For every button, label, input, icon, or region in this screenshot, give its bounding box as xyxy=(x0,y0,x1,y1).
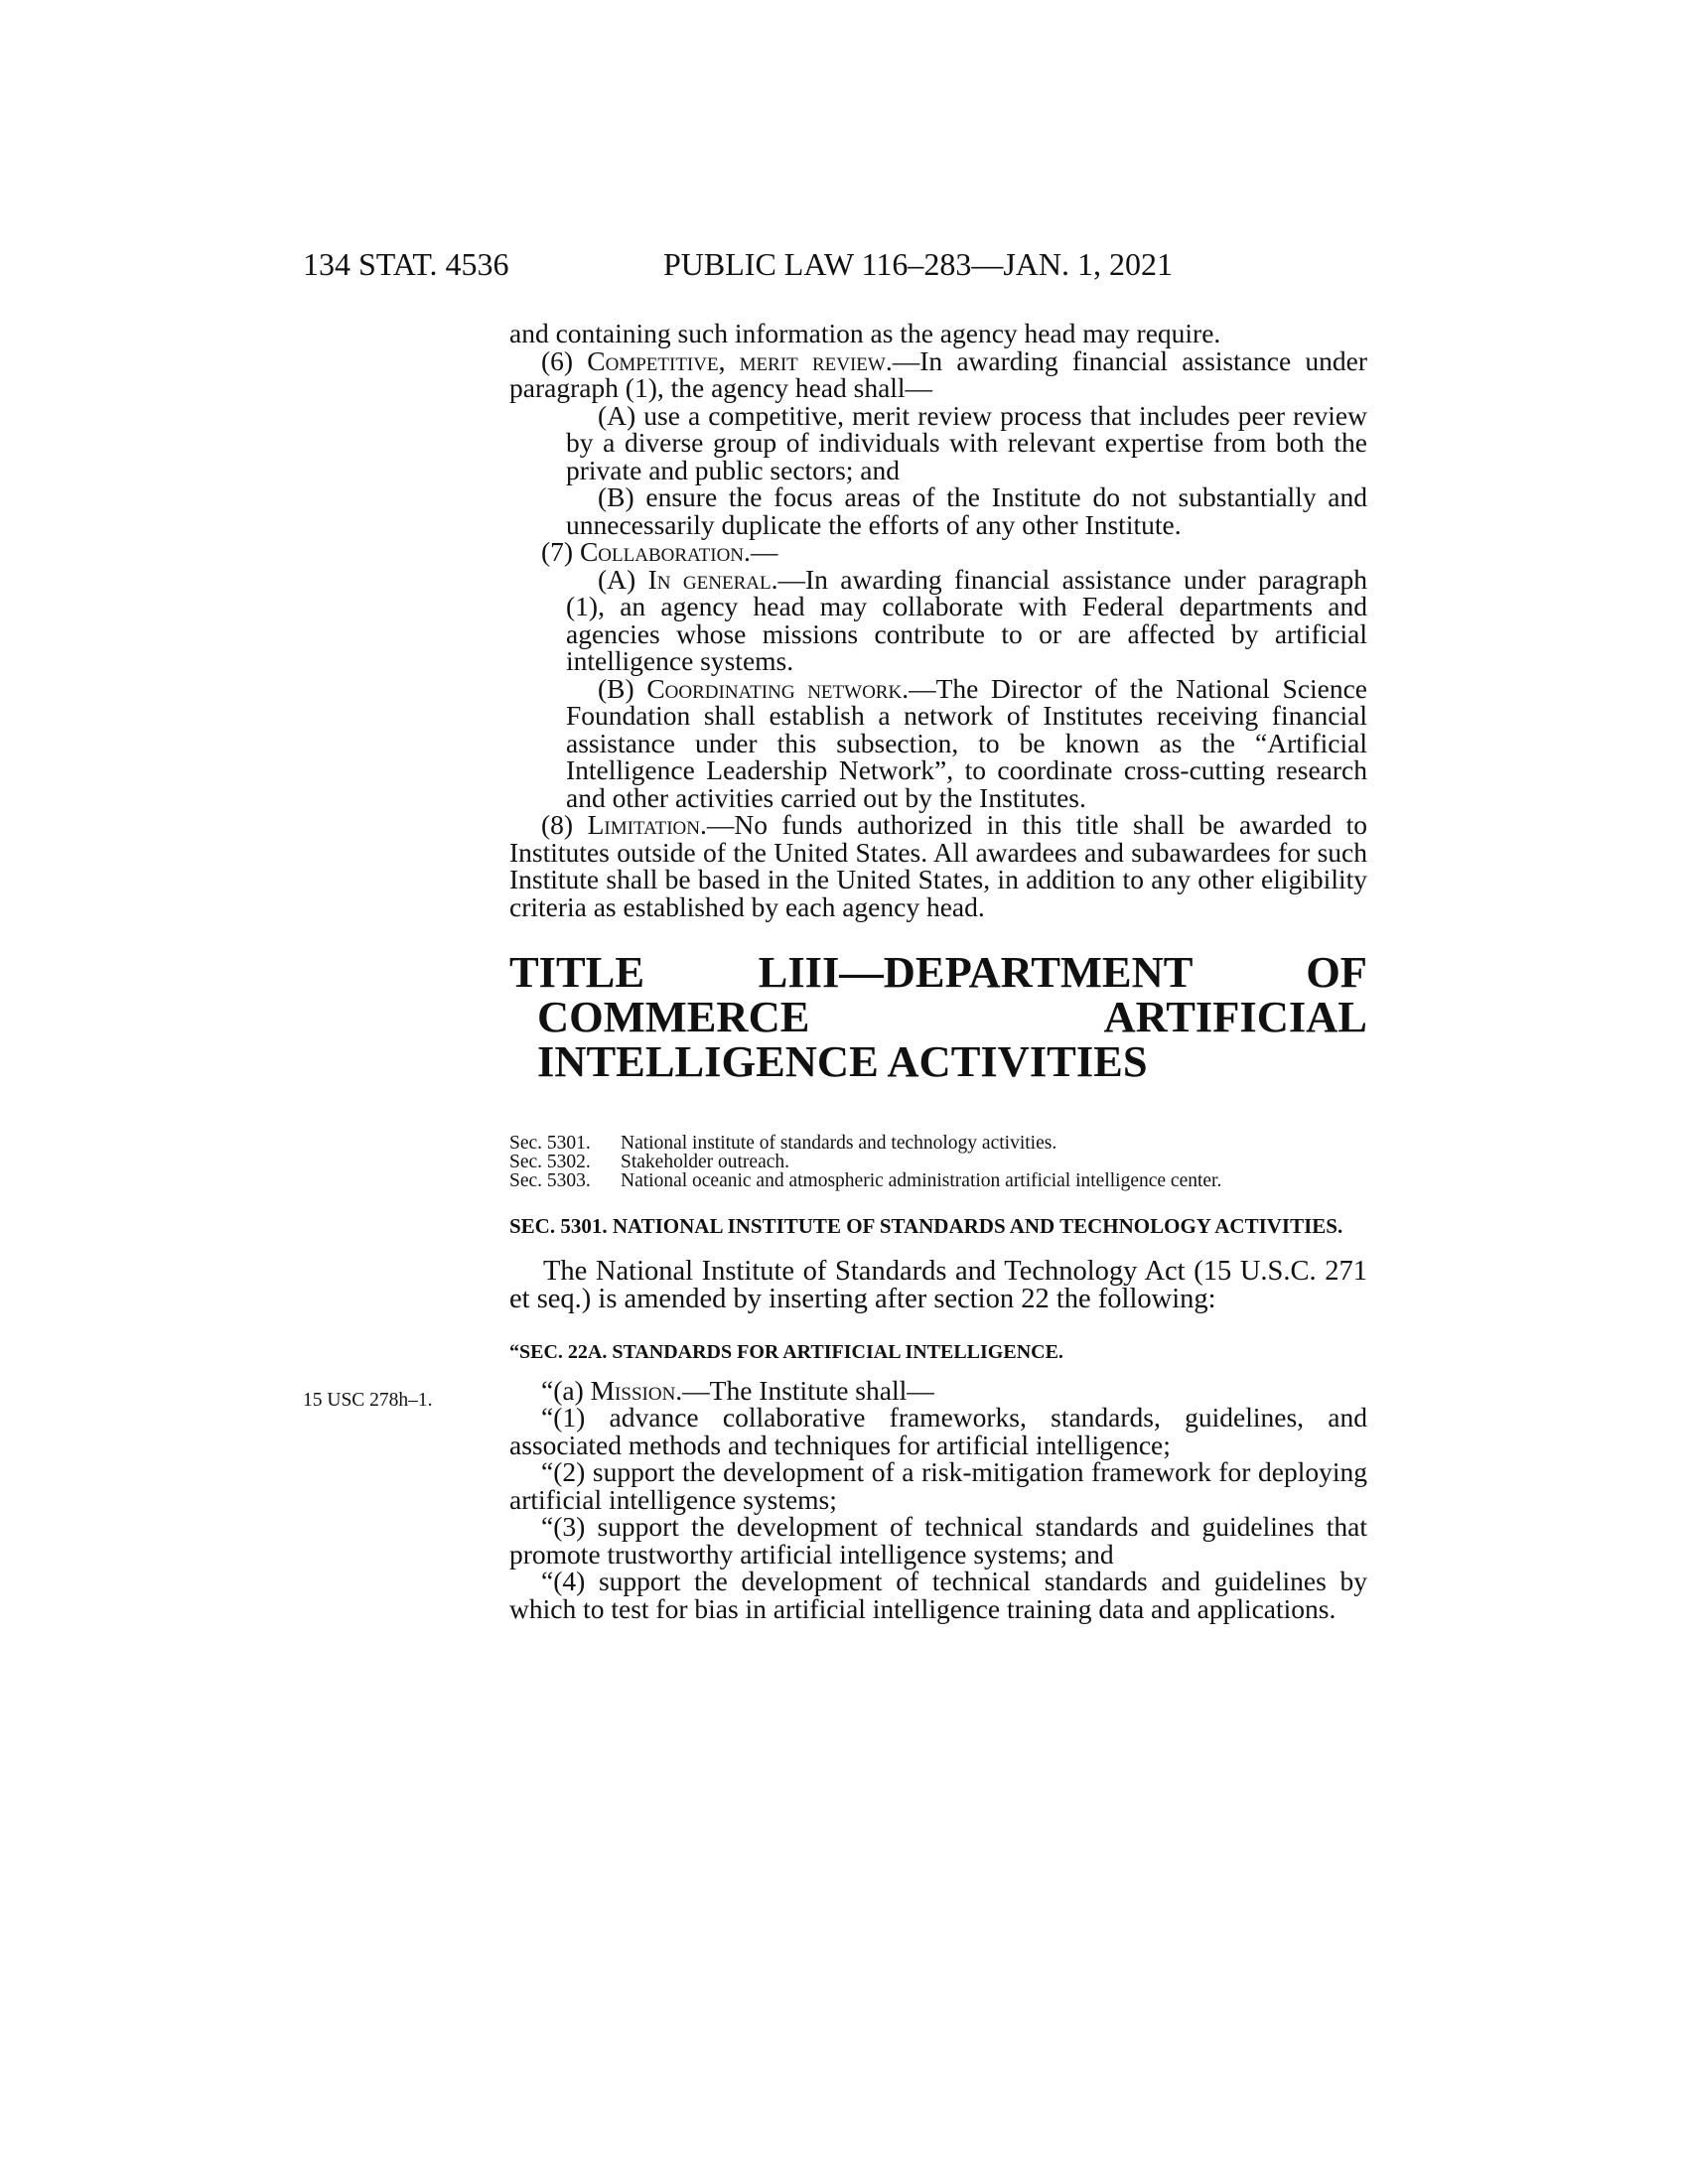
mission-label: “(a) xyxy=(541,1374,591,1406)
paragraph-8 xyxy=(509,811,1367,920)
section-22a-heading: “SEC. 22A. STANDARDS FOR ARTIFICIAL INTELLIGENCE. xyxy=(509,1340,1063,1363)
mission-heading: Mission xyxy=(590,1374,676,1406)
mission-item-3: “(3) support the development of technical standards and guidelines that promote trustworthy artificial intelligence systems; and xyxy=(509,1511,1367,1570)
paragraph-7-a-text: .—In awarding financial assistance under paragraph (1), an agency head may collaborate with Federal departments and agencies whose missions contribute to or are affected by artificial intelligence systems. xyxy=(566,563,1367,676)
paragraph-7-a-label: (A) xyxy=(598,563,648,595)
public-law-citation: PUBLIC LAW 116–283—JAN. 1, 2021 xyxy=(663,246,1173,282)
paragraph-6 xyxy=(509,344,1368,403)
mission-subsection xyxy=(509,1374,1367,1624)
toc-entry-number: Sec. 5301. xyxy=(509,1133,591,1154)
toc-entry xyxy=(509,1153,1367,1171)
page-body xyxy=(509,320,1367,1622)
paragraph-7-a xyxy=(566,563,1367,676)
paragraph-6-heading: Competitive, merit review xyxy=(587,344,886,376)
paragraph-8-text: .—No funds authorized in this title shall be awarded to Institutes outside of the United States. All awardees and subawardees for such Institute shall be based in the United States, in addition to any other eligibility criteria as established by each agency head. xyxy=(509,809,1367,922)
paragraph-7-b xyxy=(566,672,1367,813)
mission-lead xyxy=(509,1374,1367,1406)
section-table-of-contents xyxy=(509,1134,1367,1190)
paragraph-7-b-label: (B) xyxy=(598,672,647,704)
mission-text: .—The Institute shall— xyxy=(675,1374,934,1406)
mission-item-4: “(4) support the development of technical standards and guidelines by which to test for bias in artificial intelligence training data and applications. xyxy=(509,1566,1367,1624)
paragraph-7-b-heading: Coordinating network xyxy=(646,672,903,704)
paragraph-6-label: (6) xyxy=(541,344,588,376)
toc-entry-title: Stakeholder outreach. xyxy=(621,1152,790,1172)
paragraph-7-a-heading: In general xyxy=(647,563,772,595)
paragraph-8-label: (8) xyxy=(541,809,588,840)
section-5301-intro: The National Institute of Standards and Technology Act (15 U.S.C. 271 et seq.) is amended by inserting after section 22 the following: xyxy=(509,1256,1367,1314)
paragraph-7-b-text: .—The Director of the National Science Foundation shall establish a network of Institutes receiving financial assistance under this subsection, to be known as the “Artificial Intelligence Leadership Network”, to coordinate cross-cutting research and other activities carried out by the Institutes. xyxy=(566,672,1367,813)
paragraph-7 xyxy=(509,538,1367,566)
mission-item-2: “(2) support the development of a risk-mitigation framework for deploying artificial intelligence systems; xyxy=(509,1456,1367,1515)
paragraph-6-text: .—In awarding financial assistance under paragraph (1), the agency head shall— xyxy=(509,344,1368,403)
paragraph-6-b: (B) ensure the focus areas of the Institute do not substantially and unnecessarily duplicate the efforts of any other Institute. xyxy=(566,481,1367,540)
statute-page-citation: 134 STAT. 4536 xyxy=(303,246,509,282)
carryover-text: and containing such information as the agency head may require. xyxy=(509,318,1221,348)
margin-usc-citation: 15 USC 278h–1. xyxy=(303,1390,433,1411)
title-heading: TITLE LIII—DEPARTMENT OF COMMERCE ARTIFICIAL INTELLIGENCE ACTIVITIES xyxy=(509,947,1367,1086)
page-header xyxy=(0,244,1688,284)
toc-entry xyxy=(509,1134,1367,1153)
paragraph-6-a: (A) use a competitive, merit review process that includes peer review by a diverse group of individuals with relevant expertise from both the private and public sectors; and xyxy=(566,399,1367,485)
toc-entry-title: National oceanic and atmospheric administration artificial intelligence center. xyxy=(621,1170,1222,1191)
paragraph-7-label: (7) xyxy=(541,536,580,567)
paragraph-8-heading: Limitation xyxy=(587,809,700,840)
paragraph-7-text: .— xyxy=(744,536,778,567)
toc-entry-title: National institute of standards and technology activities. xyxy=(621,1133,1057,1154)
toc-entry xyxy=(509,1171,1367,1190)
toc-entry-number: Sec. 5302. xyxy=(509,1152,591,1172)
paragraph-7-heading: Collaboration xyxy=(579,536,745,567)
section-5301-heading: SEC. 5301. NATIONAL INSTITUTE OF STANDARDS AND TECHNOLOGY ACTIVITIES. xyxy=(509,1214,1343,1238)
mission-item-1: “(1) advance collaborative frameworks, standards, guidelines, and associated methods and techniques for artificial intelligence; xyxy=(509,1402,1367,1460)
toc-entry-number: Sec. 5303. xyxy=(509,1170,591,1191)
